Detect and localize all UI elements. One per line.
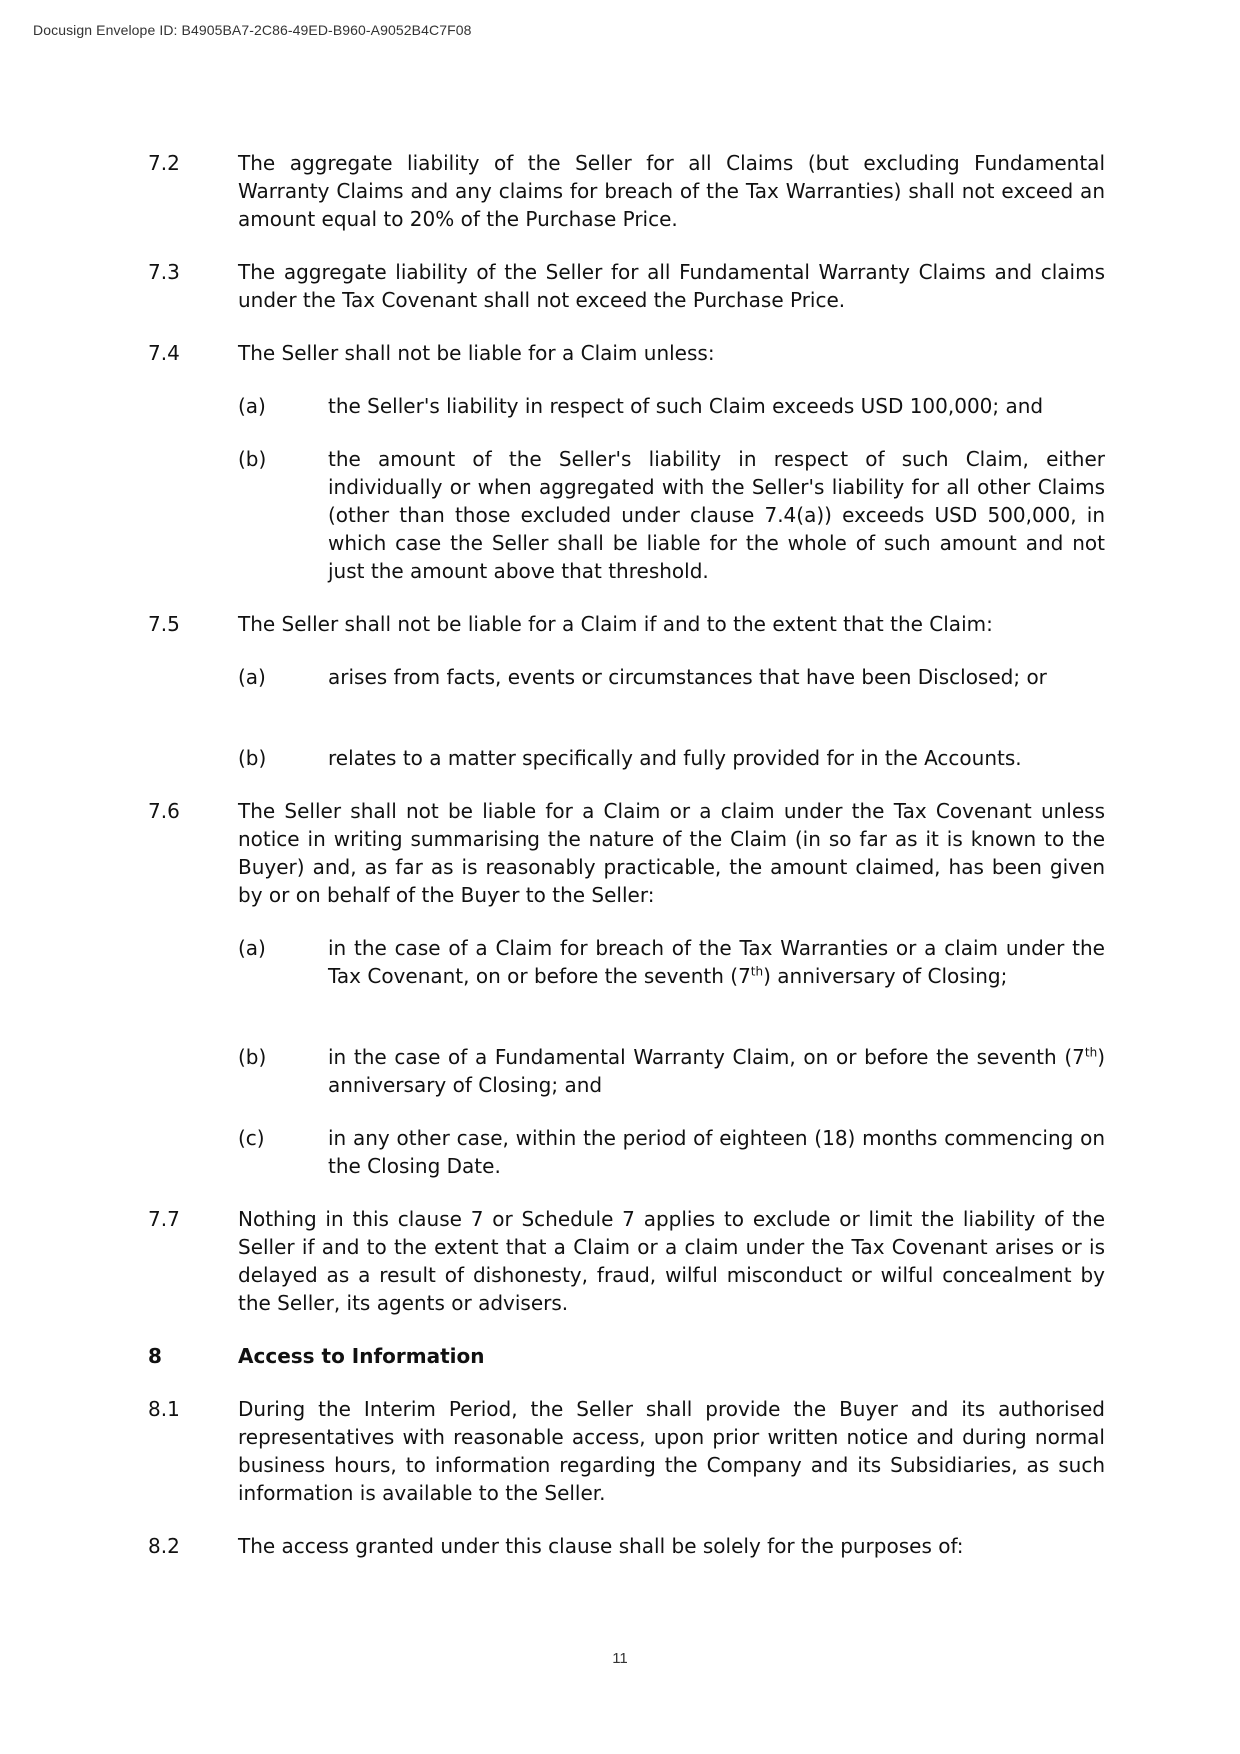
clause-number: 7.7 — [148, 1207, 180, 1231]
subclause-label: (b) — [238, 447, 267, 471]
subclause-label: (a) — [238, 394, 266, 418]
clause-text: The access granted under this clause shall be solely for the purposes of: — [238, 1534, 964, 1558]
subclause-label: (a) — [238, 936, 266, 960]
clause-text: The aggregate liability of the Seller for all Fundamental Warranty Claims and claims under the Tax Covenant shall not exceed the Purchase Price. — [238, 260, 1105, 312]
subclause-label: (b) — [238, 1045, 267, 1069]
clause-text: The Seller shall not be liable for a Claim or a claim under the Tax Covenant unless notice in writing summarising the nature of the Claim (in so far as it is known to the Buyer) and, as far as is reasonably practicable, the amount claimed, has been given by or on behalf of the Buyer to the Seller: — [238, 799, 1105, 907]
subclause-label: (a) — [238, 665, 266, 689]
clause-number: 8.1 — [148, 1397, 180, 1421]
section-heading: Access to Information — [238, 1344, 485, 1368]
clause-text: During the Interim Period, the Seller shall provide the Buyer and its authorised representatives with reasonable access, upon prior written notice and during normal business hours, to information regarding the Company and its Subsidiaries, as such information is available to the Seller. — [238, 1397, 1105, 1505]
subclause-label: (b) — [238, 746, 267, 770]
clause-text: Nothing in this clause 7 or Schedule 7 applies to exclude or limit the liability of the Seller if and to the extent that a Claim or a claim under the Tax Covenant arises or is delayed as a result of dishonesty, fraud, wilful misconduct or wilful concealment by the Seller, its agents or advisers. — [238, 1207, 1105, 1315]
clause-number: 7.2 — [148, 151, 180, 175]
subclause-text: in the case of a Fundamental Warranty Claim, on or before the seventh (7th) anniversary of Closing; and — [328, 1045, 1105, 1097]
clause-number: 7.4 — [148, 341, 180, 365]
envelope-id: Docusign Envelope ID: B4905BA7-2C86-49ED-B960-A9052B4C7F08 — [33, 22, 472, 38]
clause-text: The Seller shall not be liable for a Claim unless: — [238, 341, 715, 365]
clause-number: 7.5 — [148, 612, 180, 636]
subclause-label: (c) — [238, 1126, 265, 1150]
subclause-text: the amount of the Seller's liability in respect of such Claim, either individually or when aggregated with the Seller's liability for all other Claims (other than those excluded under clause 7.4(a)) exceeds USD 500,000, in which case the Seller shall be liable for the whole of such amount and not just the amount above that threshold. — [328, 447, 1105, 583]
subclause-text: relates to a matter specifically and fully provided for in the Accounts. — [328, 746, 1022, 770]
subclause-text: arises from facts, events or circumstances that have been Disclosed; or — [328, 665, 1047, 689]
subclause-text: in any other case, within the period of eighteen (18) months commencing on the Closing Date. — [328, 1126, 1105, 1178]
clause-number: 7.3 — [148, 260, 180, 284]
clause-text: The aggregate liability of the Seller for all Claims (but excluding Fundamental Warranty Claims and any claims for breach of the Tax Warranties) shall not exceed an amount equal to 20% of the Purchase Price. — [238, 151, 1105, 231]
page-number: 11 — [612, 1650, 628, 1667]
section-number: 8 — [148, 1344, 162, 1368]
subclause-text: in the case of a Claim for breach of the Tax Warranties or a claim under the Tax Covenant, on or before the seventh (7th) anniversary of Closing; — [328, 936, 1105, 988]
clause-number: 8.2 — [148, 1534, 180, 1558]
clause-number: 7.6 — [148, 799, 180, 823]
subclause-text: the Seller's liability in respect of such Claim exceeds USD 100,000; and — [328, 394, 1044, 418]
clause-text: The Seller shall not be liable for a Claim if and to the extent that the Claim: — [238, 612, 993, 636]
